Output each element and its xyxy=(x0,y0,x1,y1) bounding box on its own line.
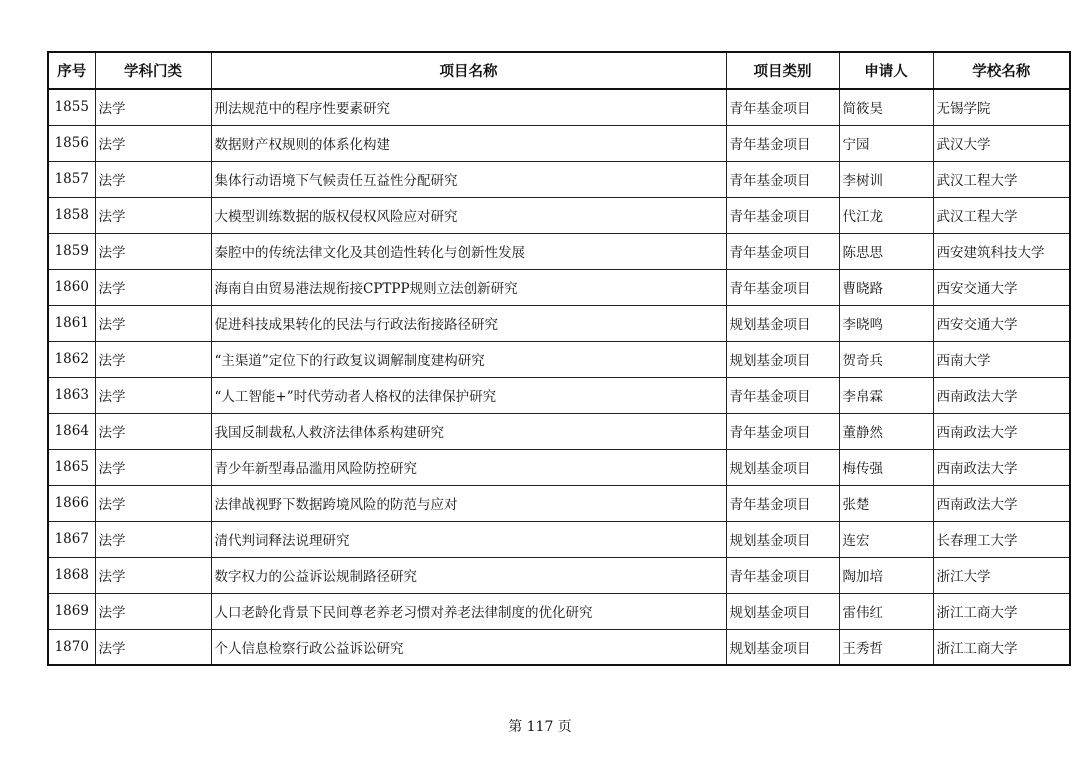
cell-project-name: 个人信息检察行政公益诉讼研究 xyxy=(211,629,726,665)
cell-discipline: 法学 xyxy=(95,305,211,341)
cell-project-name: 数据财产权规则的体系化构建 xyxy=(211,125,726,161)
cell-school: 浙江工商大学 xyxy=(933,629,1070,665)
cell-project-name: “主渠道”定位下的行政复议调解制度建构研究 xyxy=(211,341,726,377)
cell-discipline: 法学 xyxy=(95,125,211,161)
cell-discipline: 法学 xyxy=(95,341,211,377)
cell-applicant: 陈思思 xyxy=(839,233,933,269)
table-row xyxy=(48,521,1070,557)
cell-school: 西安交通大学 xyxy=(933,305,1070,341)
cell-school: 武汉大学 xyxy=(933,125,1070,161)
cell-seq: 1864 xyxy=(48,413,95,449)
cell-school: 西安交通大学 xyxy=(933,269,1070,305)
cell-school: 西安建筑科技大学 xyxy=(933,233,1070,269)
cell-applicant: 贺奇兵 xyxy=(839,341,933,377)
cell-project-name: 我国反制裁私人救济法律体系构建研究 xyxy=(211,413,726,449)
cell-discipline: 法学 xyxy=(95,629,211,665)
cell-project-type: 青年基金项目 xyxy=(726,125,839,161)
cell-applicant: 宁园 xyxy=(839,125,933,161)
cell-seq: 1859 xyxy=(48,233,95,269)
cell-seq: 1863 xyxy=(48,377,95,413)
cell-project-type: 青年基金项目 xyxy=(726,557,839,593)
table-body xyxy=(48,89,1070,665)
header-project-type: 项目类别 xyxy=(726,52,839,89)
header-applicant: 申请人 xyxy=(839,52,933,89)
cell-school: 浙江工商大学 xyxy=(933,593,1070,629)
cell-applicant: 连宏 xyxy=(839,521,933,557)
cell-seq: 1865 xyxy=(48,449,95,485)
cell-project-name: 刑法规范中的程序性要素研究 xyxy=(211,89,726,125)
cell-seq: 1870 xyxy=(48,629,95,665)
cell-applicant: 李帛霖 xyxy=(839,377,933,413)
cell-school: 西南政法大学 xyxy=(933,377,1070,413)
header-discipline: 学科门类 xyxy=(95,52,211,89)
table-row xyxy=(48,161,1070,197)
cell-project-type: 青年基金项目 xyxy=(726,233,839,269)
cell-project-name: “人工智能+”时代劳动者人格权的法律保护研究 xyxy=(211,377,726,413)
table-row xyxy=(48,341,1070,377)
cell-project-type: 规划基金项目 xyxy=(726,593,839,629)
cell-project-type: 规划基金项目 xyxy=(726,449,839,485)
cell-seq: 1861 xyxy=(48,305,95,341)
cell-project-type: 青年基金项目 xyxy=(726,269,839,305)
cell-applicant: 董静然 xyxy=(839,413,933,449)
cell-project-name: 清代判词释法说理研究 xyxy=(211,521,726,557)
cell-seq: 1858 xyxy=(48,197,95,233)
page-number: 第 117 页 xyxy=(508,719,572,735)
cell-school: 西南政法大学 xyxy=(933,413,1070,449)
cell-applicant: 梅传强 xyxy=(839,449,933,485)
cell-discipline: 法学 xyxy=(95,89,211,125)
table-row xyxy=(48,269,1070,305)
cell-seq: 1868 xyxy=(48,557,95,593)
cell-seq: 1860 xyxy=(48,269,95,305)
cell-school: 长春理工大学 xyxy=(933,521,1070,557)
cell-school: 武汉工程大学 xyxy=(933,197,1070,233)
cell-discipline: 法学 xyxy=(95,377,211,413)
cell-project-type: 青年基金项目 xyxy=(726,161,839,197)
cell-discipline: 法学 xyxy=(95,593,211,629)
cell-seq: 1856 xyxy=(48,125,95,161)
cell-project-name: 青少年新型毒品滥用风险防控研究 xyxy=(211,449,726,485)
cell-seq: 1855 xyxy=(48,89,95,125)
cell-seq: 1862 xyxy=(48,341,95,377)
header-seq: 序号 xyxy=(48,52,95,89)
cell-project-type: 规划基金项目 xyxy=(726,341,839,377)
table-row xyxy=(48,197,1070,233)
cell-project-type: 青年基金项目 xyxy=(726,89,839,125)
cell-project-type: 青年基金项目 xyxy=(726,485,839,521)
cell-project-name: 大模型训练数据的版权侵权风险应对研究 xyxy=(211,197,726,233)
cell-project-name: 秦腔中的传统法律文化及其创造性转化与创新性发展 xyxy=(211,233,726,269)
cell-applicant: 雷伟红 xyxy=(839,593,933,629)
cell-school: 西南政法大学 xyxy=(933,449,1070,485)
cell-seq: 1866 xyxy=(48,485,95,521)
cell-school: 武汉工程大学 xyxy=(933,161,1070,197)
cell-discipline: 法学 xyxy=(95,557,211,593)
cell-discipline: 法学 xyxy=(95,413,211,449)
cell-project-type: 规划基金项目 xyxy=(726,305,839,341)
header-row xyxy=(48,52,1070,89)
cell-project-name: 集体行动语境下气候责任互益性分配研究 xyxy=(211,161,726,197)
cell-school: 无锡学院 xyxy=(933,89,1070,125)
cell-seq: 1869 xyxy=(48,593,95,629)
cell-school: 西南政法大学 xyxy=(933,485,1070,521)
cell-discipline: 法学 xyxy=(95,269,211,305)
cell-applicant: 曹晓路 xyxy=(839,269,933,305)
table-row xyxy=(48,413,1070,449)
table-row xyxy=(48,629,1070,665)
cell-project-name: 促进科技成果转化的民法与行政法衔接路径研究 xyxy=(211,305,726,341)
table-row xyxy=(48,233,1070,269)
table-row xyxy=(48,89,1070,125)
cell-discipline: 法学 xyxy=(95,521,211,557)
cell-project-type: 规划基金项目 xyxy=(726,521,839,557)
cell-project-type: 规划基金项目 xyxy=(726,629,839,665)
table-row xyxy=(48,593,1070,629)
cell-applicant: 王秀哲 xyxy=(839,629,933,665)
cell-project-type: 青年基金项目 xyxy=(726,197,839,233)
table-row xyxy=(48,485,1070,521)
cell-discipline: 法学 xyxy=(95,161,211,197)
cell-seq: 1857 xyxy=(48,161,95,197)
cell-applicant: 李树训 xyxy=(839,161,933,197)
cell-discipline: 法学 xyxy=(95,197,211,233)
table-row xyxy=(48,449,1070,485)
table-row xyxy=(48,305,1070,341)
cell-applicant: 陶加培 xyxy=(839,557,933,593)
table-row xyxy=(48,557,1070,593)
cell-project-type: 青年基金项目 xyxy=(726,377,839,413)
cell-project-name: 人口老龄化背景下民间尊老养老习惯对养老法律制度的优化研究 xyxy=(211,593,726,629)
table-row xyxy=(48,377,1070,413)
cell-project-name: 海南自由贸易港法规衔接CPTPP规则立法创新研究 xyxy=(211,269,726,305)
cell-discipline: 法学 xyxy=(95,233,211,269)
project-table xyxy=(47,51,1071,666)
cell-applicant: 张楚 xyxy=(839,485,933,521)
cell-applicant: 李晓鸣 xyxy=(839,305,933,341)
cell-discipline: 法学 xyxy=(95,449,211,485)
header-school: 学校名称 xyxy=(933,52,1070,89)
cell-project-name: 数字权力的公益诉讼规制路径研究 xyxy=(211,557,726,593)
cell-school: 浙江大学 xyxy=(933,557,1070,593)
table-header xyxy=(48,52,1070,89)
cell-project-name: 法律战视野下数据跨境风险的防范与应对 xyxy=(211,485,726,521)
cell-discipline: 法学 xyxy=(95,485,211,521)
cell-seq: 1867 xyxy=(48,521,95,557)
cell-project-type: 青年基金项目 xyxy=(726,413,839,449)
cell-school: 西南大学 xyxy=(933,341,1070,377)
table-row xyxy=(48,125,1070,161)
header-project-name: 项目名称 xyxy=(211,52,726,89)
cell-applicant: 代江龙 xyxy=(839,197,933,233)
cell-applicant: 简筱昊 xyxy=(839,89,933,125)
